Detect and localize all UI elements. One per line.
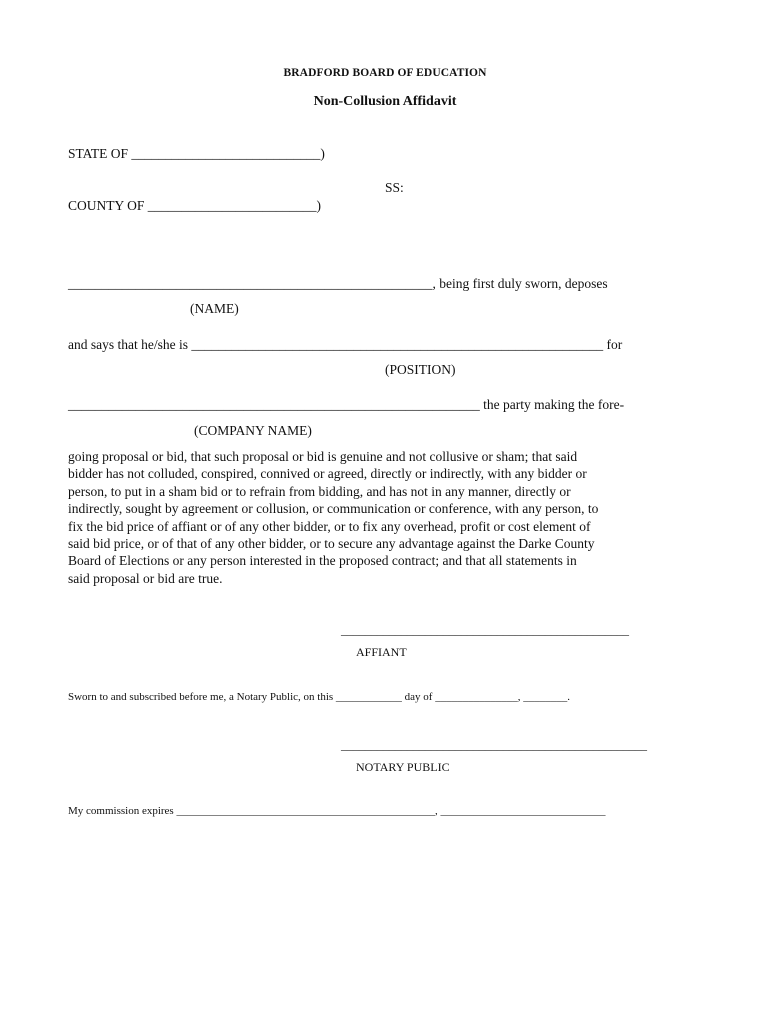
- company-name-label: (COMPANY NAME): [194, 423, 312, 438]
- notary-signature-line[interactable]: ___________________________________________________: [341, 738, 647, 752]
- affiant-label: AFFIANT: [356, 645, 407, 659]
- state-of-line[interactable]: STATE OF ____________________________): [68, 146, 325, 161]
- company-name-line[interactable]: _____________________________________________________________ the party making the fore-: [68, 397, 625, 412]
- body-line: fix the bid price of affiant or of any other bidder, or to fix any overhead, profit or cost element of: [68, 518, 591, 534]
- name-label: (NAME): [190, 301, 239, 316]
- body-line: said bid price, or of that of any other bidder, or to secure any advantage against the Darke County: [68, 536, 595, 552]
- document-title: Non-Collusion Affidavit: [313, 94, 457, 109]
- body-line: person, to put in a sham bid or to refrain from bidding, and has not in any manner, directly or: [68, 483, 571, 499]
- affiant-name-line[interactable]: ______________________________________________________, being first duly sworn, deposes: [68, 276, 608, 291]
- body-line: Board of Elections or any person interested in the proposed contract; and that all statements in: [68, 553, 577, 569]
- commission-expires-line[interactable]: My commission expires _______________________________________________, ______________________________: [68, 805, 606, 817]
- position-line[interactable]: and says that he/she is _____________________________________________________________ for: [68, 337, 623, 352]
- sworn-statement-line[interactable]: Sworn to and subscribed before me, a Notary Public, on this ____________ day of _______________, ________.: [68, 691, 570, 703]
- affiant-signature-line[interactable]: ________________________________________________: [341, 623, 629, 637]
- affidavit-body: [68, 448, 698, 587]
- body-line: bidder has not colluded, conspired, connived or agreed, directly or indirectly, with any bidder or: [68, 466, 587, 482]
- ss-label: SS:: [385, 180, 404, 195]
- body-line: indirectly, sought by agreement or collusion, or communication or conference, with any person, to: [68, 501, 599, 517]
- organization-name: BRADFORD BOARD OF EDUCATION: [283, 67, 487, 79]
- county-of-line[interactable]: COUNTY OF _________________________): [68, 198, 321, 213]
- body-line: said proposal or bid are true.: [68, 570, 223, 586]
- body-line: going proposal or bid, that such proposal or bid is genuine and not collusive or sham; that said: [68, 449, 578, 464]
- notary-public-label: NOTARY PUBLIC: [356, 760, 450, 774]
- position-label: (POSITION): [385, 362, 456, 377]
